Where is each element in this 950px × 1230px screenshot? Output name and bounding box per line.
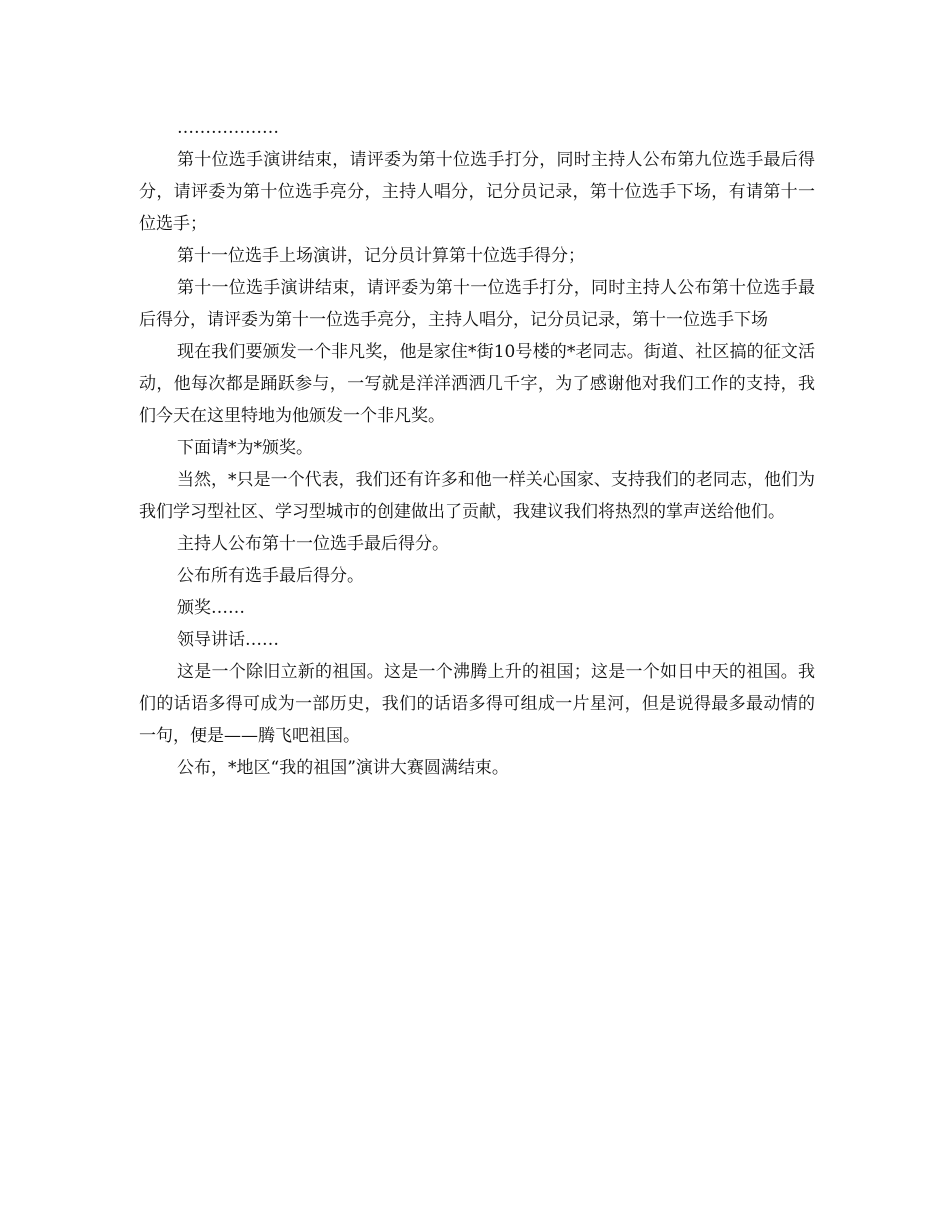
paragraph-leader-speech: 领导讲话……	[177, 630, 279, 650]
paragraph-contestant-11-start: 第十一位选手上场演讲，记分员计算第十位选手得分；	[177, 246, 585, 266]
paragraph-awards: 颁奖……	[177, 598, 245, 618]
paragraph-closing: 公布，*地区“我的祖国”演讲大赛圆满结束。	[177, 758, 509, 778]
paragraph-special-award: 现在我们要颁发一个非凡奖，他是家住*街10号楼的*老同志。街道、社区搞的征文活动，他每次都是踊跃参与，一写就是洋洋洒洒几千字，为了感谢他对我们工作的支持，我们今天在这里特地为他颁发一个非凡奖。	[139, 342, 815, 426]
leading-ellipsis: ………………	[177, 118, 279, 138]
paragraph-final-score-11: 主持人公布第十一位选手最后得分。	[177, 534, 449, 554]
paragraph-contestant-11-end: 第十一位选手演讲结束，请评委为第十一位选手打分，同时主持人公布第十位选手最后得分，请评委为第十一位选手亮分，主持人唱分，记分员记录，第十一位选手下场	[139, 278, 815, 330]
paragraph-award-presenter: 下面请*为*颁奖。	[177, 438, 313, 458]
paragraph-motherland: 这是一个除旧立新的祖国。这是一个沸腾上升的祖国；这是一个如日中天的祖国。我们的话语多得可成为一部历史，我们的话语多得可组成一片星河，但是说得最多最动情的一句，便是——腾飞吧祖国。	[139, 662, 815, 746]
paragraph-all-scores: 公布所有选手最后得分。	[177, 566, 364, 586]
document-page	[139, 112, 815, 784]
paragraph-applause: 当然，*只是一个代表，我们还有许多和他一样关心国家、支持我们的老同志，他们为我们学习型社区、学习型城市的创建做出了贡献，我建议我们将热烈的掌声送给他们。	[139, 470, 815, 522]
paragraph-contestant-10-end: 第十位选手演讲结束，请评委为第十位选手打分，同时主持人公布第九位选手最后得分，请评委为第十位选手亮分，主持人唱分，记分员记录，第十位选手下场，有请第十一位选手；	[139, 150, 815, 234]
